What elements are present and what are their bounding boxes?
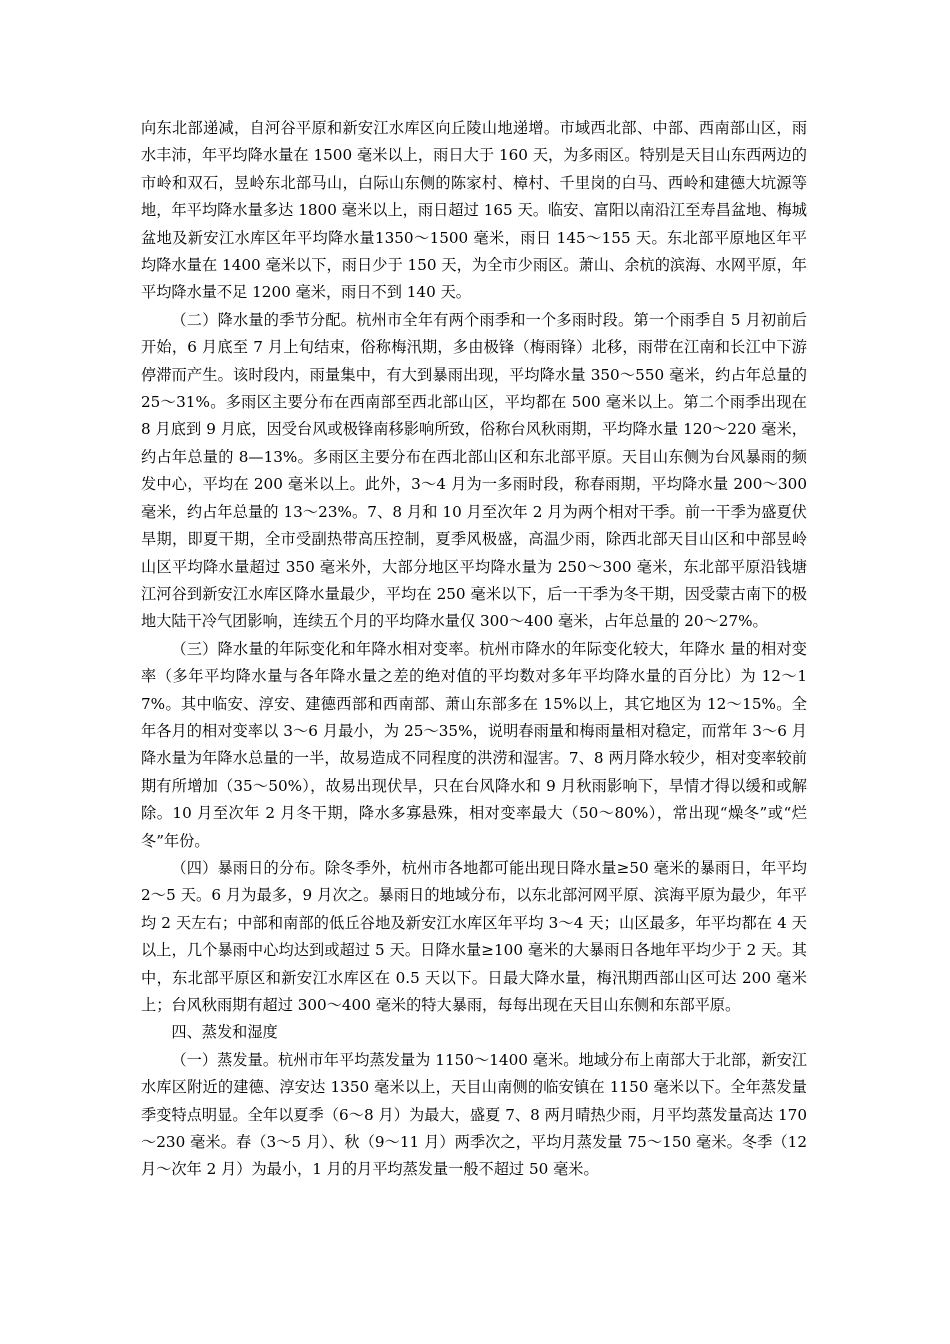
section-heading-evaporation-humidity: 四、蒸发和湿度 bbox=[171, 1023, 278, 1042]
document-body bbox=[141, 115, 807, 1184]
paragraph-evaporation: （一）蒸发量。杭州市年平均蒸发量为 1150～1400 毫米。地域分布上南部大于北部，新安江水库区附近的建德、淳安达 1350 毫米以上，天目山南侧的临安镇在 1150 毫米以下。全年蒸发量季变特点明显。全年以夏季（6～8 月）为最大，盛夏 7、8 两月晴热少雨，月平均蒸发量高达 170～230 毫米。春（3～5 月）、秋（9～11 月）两季次之，平均月蒸发量 75～150 毫米。冬季（12 月～次年 2 月）为最小，1 月的月平均蒸发量一般不超过 50 毫米。 bbox=[141, 1050, 807, 1179]
paragraph-rainstorm-days: （四）暴雨日的分布。除冬季外，杭州市各地都可能出现日降水量≥50 毫米的暴雨日，年平均 2～5 天。6 月为最多，9 月次之。暴雨日的地域分布，以东北部河网平原、滨海平原为最少，年平均 2 天左右；中部和南部的低丘谷地及新安江水库区年平均 3～4 天；山区最多，年平均都在 4 天以上，几个暴雨中心均达到或超过 5 天。日降水量≥100 毫米的大暴雨日各地年平均少于 2 天。其中，东北部平原区和新安江水库区在 0.5 天以下。日最大降水量，梅汛期西部山区可达 200 毫米上；台风秋雨期有超过 300～400 毫米的特大暴雨，每每出现在天目山东侧和东部平原。 bbox=[141, 858, 807, 1014]
paragraph-rainfall-distribution-continued: 向东北部递减，自河谷平原和新安江水库区向丘陵山地递增。市域西北部、中部、西南部山区，雨水丰沛，年平均降水量在 1500 毫米以上，雨日大于 160 天，为多雨区。特别是天目山东西两边的市岭和双石，昱岭东北部马山，白际山东侧的陈家村、樟村、千里岗的白马、西岭和建德大坑源等地，年平均降水量多达 1800 毫米以上，雨日超过 165 天。临安、富阳以南沿江至寿昌盆地、梅城盆地及新安江水库区年平均降水量1350～1500 毫米，雨日 145～155 天。东北部平原地区年平均降水量在 1400 毫米以下，雨日少于 150 天，为全市少雨区。萧山、余杭的滨海、水网平原，年平均降水量不足 1200 毫米，雨日不到 140 天。 bbox=[141, 119, 807, 302]
paragraph-interannual-variation: （三）降水量的年际变化和年降水相对变率。杭州市降水的年际变化较大，年降水 量的相对变率（多年平均降水量与各年降水量之差的绝对值的平均数对多年平均降水量的百分比）为 12～17%。其中临安、淳安、建德西部和西南部、萧山东部多在 15%以上，其它地区为 12～15%。全年各月的相对变率以 3～6 月最小，为 25～35%，说明春雨量和梅雨量相对稳定，而常年 3～6 月降水量为年降水总量的一半，故易造成不同程度的洪涝和湿害。7、8 两月降水较少，相对变率较前期有所增加（35～50%），故易出现伏旱，只在台风降水和 9 月秋雨影响下，旱情才得以缓和或解除。10 月至次年 2 月冬干期，降水多寡悬殊，相对变率最大（50～80%），常出现“燥冬”或“烂冬”年份。 bbox=[141, 639, 807, 850]
paragraph-seasonal-distribution: （二）降水量的季节分配。杭州市全年有两个雨季和一个多雨时段。第一个雨季自 5 月初前后开始，6 月底至 7 月上旬结束，俗称梅汛期，多由极锋（梅雨锋）北移，雨带在江南和长江中下游停滞而产生。该时段内，雨量集中，有大到暴雨出现，平均降水量 350～550 毫米，约占年总量的 25～31%。多雨区主要分布在西南部至西北部山区，平均都在 500 毫米以上。第二个雨季出现在 8 月底到 9 月底，因受台风或极锋南移影响所致，俗称台风秋雨期，平均降水量 120～220 毫米，约占年总量的 8—13%。多雨区主要分布在西北部山区和东北部平原。天目山东侧为台风暴雨的频发中心，平均在 200 毫米以上。此外，3～4 月为一多雨时段，称春雨期，平均降水量 200～300 毫米，约占年总量的 13～23%。7、8 月和 10 月至次年 2 月为两个相对干季。前一干季为盛夏伏旱期，即夏干期，全市受副热带高压控制，夏季风极盛，高温少雨，除西北部天目山区和中部昱岭山区平均降水量超过 350 毫米外，大部分地区平均降水量为 250～300 毫米，东北部平原沿钱塘江河谷到新安江水库区降水量最少，平均在 250 毫米以下，后一干季为冬干期，因受蒙古南下的极地大陆干冷气团影响，连续五个月的平均降水量仅 300～400 毫米，占年总量的 20～27%。 bbox=[141, 310, 807, 631]
